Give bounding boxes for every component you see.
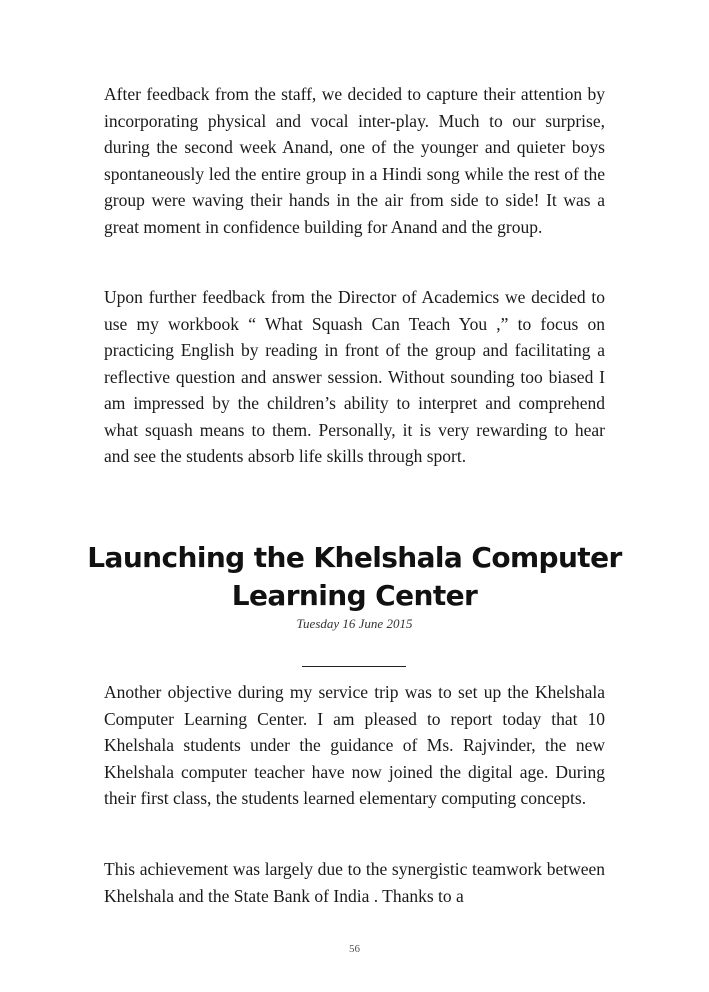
paragraph-feedback-staff: After feedback from the staff, we decided to capture their attention by incorporating physical and vocal inter-play. Much to our surprise, during the second week Anand, one of the younger and quieter boys spontaneously led the entire group in a Hindi song while the rest of the group were waving their hands in the air from side to side! It was a great moment in confidence building for Anand and the group. (104, 84, 605, 237)
section-date: Tuesday 16 June 2015 (296, 616, 413, 631)
section-divider (302, 666, 406, 667)
page-number: 56 (349, 943, 360, 955)
paragraph-teamwork: This achievement was largely due to the synergistic teamwork between Khelshala and the State Bank of India . Thanks to a (104, 859, 605, 906)
paragraph-computer-center: Another objective during my service trip was to set up the Khelshala Computer Learning Center. I am pleased to report today that 10 Khelshala students under the guidance of Ms. Rajvinder, the new Khelshala computer teacher have now joined the digital age. During their first class, the students learned elementary computing concepts. (104, 682, 605, 808)
paragraph-workbook: Upon further feedback from the Director of Academics we decided to use my workbook “ What Squash Can Teach You ,” to focus on practicing English by reading in front of the group and facilitating a reflective question and answer session. Without sounding too biased I am impressed by the children’s ability to interpret and comprehend what squash means to them. Personally, it is very rewarding to hear and see the students absorb life skills through sport. (104, 287, 605, 466)
section-heading: Launching the Khelshala Computer Learning Center (87, 541, 622, 612)
